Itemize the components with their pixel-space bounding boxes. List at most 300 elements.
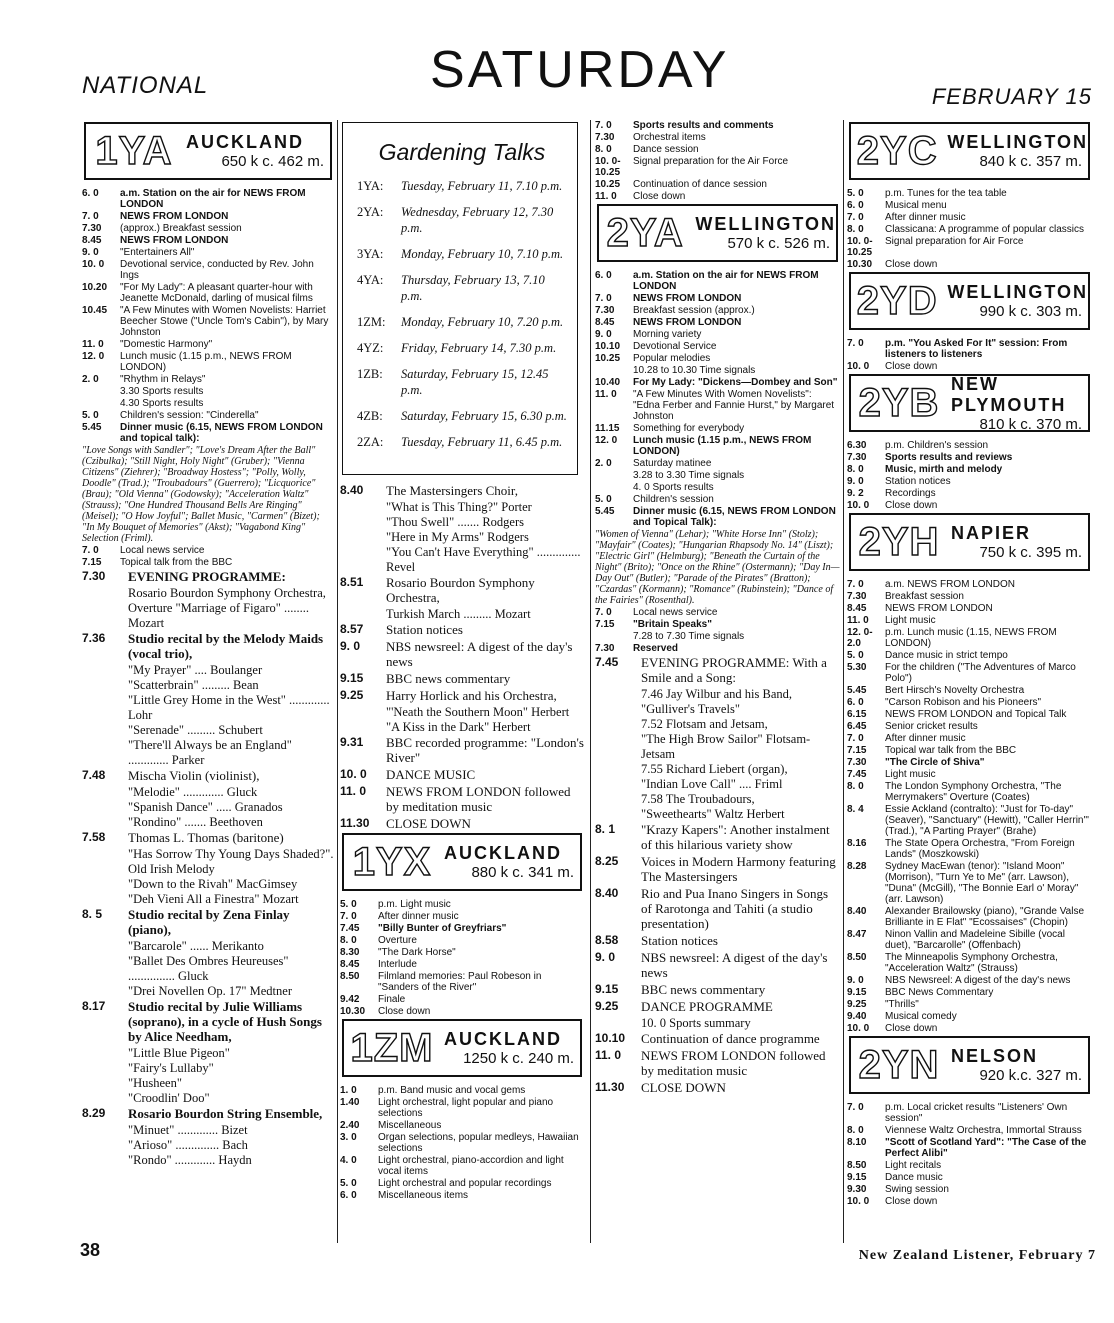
schedule-time: 2. 0	[595, 458, 612, 469]
schedule-row	[595, 305, 840, 316]
schedule-row	[847, 975, 1092, 986]
programme-time: 9.15	[340, 671, 364, 685]
schedule-item: "Rhythm in Relays"	[120, 374, 206, 385]
schedule-time: 9.42	[340, 994, 360, 1005]
schedule-item: Breakfast session	[885, 591, 964, 602]
schedule-time: 7.30	[595, 305, 615, 316]
schedule-item: Light recitals	[885, 1160, 942, 1171]
schedule-item: Overture	[378, 935, 417, 946]
programme-detail: "Deh Vieni All a Finestra" Mozart	[128, 892, 299, 906]
schedule-row	[595, 435, 840, 457]
schedule-time: 6.30	[847, 440, 867, 451]
programme-row	[595, 982, 840, 997]
schedule-item: Children's session: "Cinderella"	[120, 410, 259, 421]
schedule-time	[595, 365, 633, 376]
programme-detail: "Melodie" ............. Gluck	[128, 785, 258, 799]
schedule-row	[847, 929, 1092, 951]
schedule-time: 10.10	[595, 341, 621, 352]
programme-detail: "Thou Swell" ....... Rodgers	[386, 515, 524, 529]
station-frequency: 920 k.c. 327 m.	[979, 1067, 1082, 1084]
schedule-row	[595, 144, 840, 155]
schedule-item: "The Circle of Shiva"	[885, 757, 985, 768]
page-number: 38	[80, 1240, 101, 1260]
schedule-item: The Minneapolis Symphony Orchestra, "Acceleration Waltz" (Strauss)	[885, 952, 1058, 974]
schedule-row	[847, 1125, 1092, 1136]
station-info	[182, 124, 330, 178]
schedule-row	[847, 650, 1092, 661]
station-callsign: 2YC	[856, 128, 938, 173]
schedule-time: 7. 0	[595, 293, 612, 304]
programme-detail: "Little Blue Pigeon"	[128, 1046, 230, 1060]
schedule-item: Organ selections, popular medleys, Hawaiian selections	[378, 1132, 579, 1154]
schedule-time: 12. 0-2.0	[847, 627, 873, 649]
programme-row	[340, 671, 584, 686]
schedule-time: 7. 0	[847, 1102, 864, 1113]
schedule-time: 8.30	[340, 947, 360, 958]
schedule-time: 7. 0	[595, 607, 612, 618]
schedule-item: Miscellaneous	[378, 1120, 442, 1131]
schedule-time: 8.45	[82, 235, 102, 246]
publication-footer: New Zealand Listener, February 7	[858, 1248, 1096, 1263]
schedule-row	[595, 423, 840, 434]
schedule-row	[847, 224, 1092, 235]
station-banner-2ya	[597, 204, 838, 262]
schedule-row	[82, 282, 334, 304]
schedule-item: After dinner music	[885, 733, 966, 744]
schedule-item: NEWS FROM LONDON	[885, 603, 993, 614]
schedule-time: 2.40	[340, 1120, 360, 1131]
schedule-time	[82, 386, 120, 397]
schedule-time: 10.20	[82, 282, 108, 293]
programme-item: DANCE PROGRAMME	[641, 999, 773, 1014]
station-info	[947, 373, 1088, 433]
schedule-time: 3. 0	[340, 1132, 357, 1143]
schedule-item: p.m. Light music	[378, 899, 451, 910]
gardening-time: Thursday, February 13, 7.10 p.m.	[401, 273, 545, 303]
schedule-item: Filmland memories: Paul Robeson in "Sanders of the River"	[378, 971, 542, 993]
station-frequency: 990 k c. 303 m.	[979, 303, 1082, 320]
programme-row	[595, 886, 840, 931]
column-divider	[843, 120, 844, 1243]
schedule-item: NEWS FROM LONDON	[120, 211, 229, 222]
schedule-time: 10.25	[595, 353, 621, 364]
schedule-row	[847, 579, 1092, 590]
programme-detail: "My Prayer" .... Boulanger	[128, 663, 263, 677]
programme-time: 8.17	[82, 999, 106, 1013]
station-callsign: 1YX	[352, 839, 432, 884]
schedule-row	[82, 211, 334, 222]
station-city: AUCKLAND	[186, 132, 304, 152]
schedule-item: Close down	[885, 1196, 938, 1207]
schedule-row	[595, 191, 840, 202]
schedule-time: 5.45	[847, 685, 867, 696]
schedule-row	[82, 235, 334, 246]
station-info	[691, 206, 836, 260]
schedule-time: 7. 0	[847, 733, 864, 744]
station-frequency: 880 k c. 341 m.	[471, 864, 574, 881]
gardening-talk-item	[357, 340, 567, 356]
schedule-row	[847, 999, 1092, 1010]
schedule-time: 8. 0	[847, 224, 864, 235]
page-date: FEBRUARY 15	[931, 84, 1092, 109]
programme-time: 8. 5	[82, 907, 103, 921]
schedule-item: Interlude	[378, 959, 417, 970]
schedule-time	[595, 631, 633, 642]
schedule-time: 8. 0	[340, 935, 357, 946]
programme-detail: Turkish March ......... Mozart	[386, 607, 531, 621]
schedule-row	[595, 389, 840, 422]
programme-item: BBC news commentary	[386, 671, 511, 686]
schedule-item: For the children ("The Adventures of Marco Polo")	[885, 662, 1076, 684]
schedule-row	[82, 188, 334, 210]
schedule-row	[847, 697, 1092, 708]
schedule-row	[82, 557, 334, 568]
schedule-item: "Entertainers All"	[120, 247, 195, 258]
schedule-item: Topical war talk from the BBC	[885, 745, 1017, 756]
schedule-time: 8.10	[847, 1137, 867, 1148]
programme-row	[82, 830, 334, 845]
schedule-item: Classicana: A programme of popular classics	[885, 224, 1084, 235]
schedule-time: 9.15	[847, 1172, 867, 1183]
schedule-item: The State Opera Orchestra, "From Foreign Lands" (Moszkowski)	[885, 838, 1075, 860]
schedule-time: 7. 0	[82, 545, 99, 556]
programme-time: 7.36	[82, 631, 106, 645]
schedule-item: p.m. "You Asked For It" session: From listeners to listeners	[885, 338, 1068, 360]
programme-item: NBS newsreel: A digest of the day's news	[641, 950, 828, 980]
schedule-item: Musical menu	[885, 200, 947, 211]
schedule-row	[847, 781, 1092, 803]
schedule-row	[847, 338, 1092, 360]
programme-item: The Mastersingers Choir,	[386, 483, 518, 498]
gardening-station: 2YA:	[357, 205, 384, 219]
schedule-item: Saturday matinee	[633, 458, 712, 469]
gardening-station: 4ZB:	[357, 409, 383, 423]
schedule-row	[595, 341, 840, 352]
station-frequency: 810 k c. 370 m.	[979, 415, 1082, 433]
schedule-row	[595, 643, 840, 654]
schedule-row	[847, 615, 1092, 626]
station-callsign: 2YH	[858, 519, 940, 564]
schedule-row	[340, 947, 584, 958]
schedule-time: 7.15	[595, 619, 615, 630]
schedule-item: 3.30 Sports results	[120, 386, 204, 397]
schedule-row	[847, 1023, 1092, 1034]
station-frequency: 750 k c. 395 m.	[979, 544, 1082, 561]
schedule-row	[847, 1011, 1092, 1022]
gardening-station: 4YZ:	[357, 341, 384, 355]
schedule-row	[847, 464, 1092, 475]
schedule-row	[847, 259, 1092, 270]
schedule-time: 8. 0	[595, 144, 612, 155]
gardening-talk-item	[357, 408, 567, 424]
programme-row	[82, 768, 334, 783]
schedule-time: 6. 0	[847, 200, 864, 211]
schedule-item: Sports results and reviews	[885, 452, 1013, 463]
programme-item: NEWS FROM LONDON followed by meditation music	[386, 784, 571, 814]
schedule-item: "Britain Speaks"	[633, 619, 712, 630]
schedule-row	[340, 1155, 584, 1177]
schedule-item: Topical talk from the BBC	[120, 557, 233, 568]
schedule-time: 10. 0	[847, 1196, 870, 1207]
dinner-music-list: "Love Songs with Sandler"; "Love's Dream After the Ball" (Czibulka); "Still Night, Holy Night" (Gruber); "Vienna Citizens" (Ziehrer); "Broadway Hostess"; "Polly, Wolly, Doodle" (Trad.); "Troubadours" (Guerrero); "Licquorice" (Brau); "Old Vienna" (Godowsky); "Acceleration Waltz" (Strauss); "One Hundred Thousand Bells Are Ringing" (Meisel); "O How Joyful"; Ballet Music, "Carmen" (Bizet); "In My Bouquet of Memories" (Akst); "Vagabond King" Selection (Friml).	[82, 445, 320, 544]
station-frequency: 650 k c. 462 m.	[221, 153, 324, 170]
schedule-item: Close down	[885, 500, 938, 511]
schedule-time: 7.15	[82, 557, 102, 568]
schedule-time: 5.30	[847, 662, 867, 673]
column-divider	[590, 120, 591, 1243]
schedule-item: Sydney MacEwan (tenor): "Island Moon" (Morrison), "Turn Ye to Me" (arr. Lawson), "Duna" (McGill), "The Bonnie Earl o' Moray" (arr. Lawson)	[885, 861, 1079, 905]
programme-time: 7.30	[82, 569, 106, 583]
schedule-time: 9. 0	[847, 975, 864, 986]
schedule-time: 9. 2	[847, 488, 864, 499]
schedule-item: Bert Hirsch's Novelty Orchestra	[885, 685, 1025, 696]
schedule-row	[847, 591, 1092, 602]
schedule-time: 7. 0	[847, 579, 864, 590]
schedule-time: 5.45	[595, 506, 615, 517]
programme-time: 9.25	[595, 999, 619, 1013]
schedule-item: NEWS FROM LONDON	[633, 317, 742, 328]
programme-row	[82, 631, 334, 661]
schedule-time: 10. 0-10.25	[847, 236, 873, 258]
schedule-row	[847, 1172, 1092, 1183]
schedule-item: After dinner music	[378, 911, 459, 922]
schedule-time: 6. 0	[82, 188, 99, 199]
programme-detail: Rosario Bourdon Symphony Orchestra,	[128, 586, 326, 600]
schedule-item: Light orchestral, piano-accordion and light vocal items	[378, 1155, 564, 1177]
schedule-item: Station notices	[885, 476, 951, 487]
programme-detail: 7.58 The Troubadours,	[641, 792, 755, 806]
programme-item: Mischa Violin (violinist),	[128, 768, 260, 783]
schedule-item: 3.28 to 3.30 Time signals	[633, 470, 745, 481]
programme-detail: 7.46 Jay Wilbur and his Band,	[641, 687, 792, 701]
schedule-row	[340, 911, 584, 922]
schedule-item: BBC News Commentary	[885, 987, 994, 998]
programme-time: 7.45	[595, 655, 619, 669]
programme-row	[595, 933, 840, 948]
schedule-time: 7.30	[847, 452, 867, 463]
schedule-row	[595, 120, 840, 131]
schedule-item: Ninon Vallin and Madeleine Sibille (vocal duet), "Barcarolle" (Offenbach)	[885, 929, 1065, 951]
schedule-item: Local news service	[120, 545, 205, 556]
programme-item: EVENING PROGRAMME:	[128, 569, 286, 584]
schedule-row	[847, 952, 1092, 974]
schedule-row	[340, 1190, 584, 1201]
schedule-row	[847, 906, 1092, 928]
schedule-item: Miscellaneous items	[378, 1190, 469, 1201]
station-banner-2yh	[849, 513, 1090, 571]
schedule-time: 1. 0	[340, 1085, 357, 1096]
programme-detail: "Scatterbrain" ......... Bean	[128, 678, 259, 692]
programme-item: Rosario Bourdon Symphony Orchestra,	[386, 575, 535, 605]
programme-item: Rosario Bourdon String Ensemble,	[128, 1106, 323, 1121]
programme-time: 8.51	[340, 575, 364, 589]
schedule-row	[847, 236, 1092, 258]
station-callsign: 2YA	[606, 210, 684, 255]
gardening-talks-box	[342, 122, 578, 475]
station-banner-1yx	[342, 833, 582, 891]
schedule-time: 9. 0	[595, 329, 612, 340]
schedule-row	[340, 923, 584, 934]
programme-time: 9.25	[340, 688, 364, 702]
schedule-row	[847, 361, 1092, 372]
programme-time: 9. 0	[595, 950, 616, 964]
schedule-item: Devotional Service	[633, 341, 717, 352]
programme-detail: 7.55 Richard Liebert (organ),	[641, 762, 788, 776]
programme-item: BBC news commentary	[641, 982, 766, 997]
gardening-station: 3YA:	[357, 247, 384, 261]
schedule-item: Lunch music (1.15 p.m., NEWS FROM LONDON)	[120, 351, 292, 373]
schedule-item: NEWS FROM LONDON	[120, 235, 229, 246]
schedule-row	[847, 488, 1092, 499]
programme-row	[82, 569, 334, 584]
schedule-row	[340, 1085, 584, 1096]
schedule-item: (approx.) Breakfast session	[120, 223, 242, 234]
schedule-item: NEWS FROM LONDON and Topical Talk	[885, 709, 1067, 720]
schedule-row	[847, 662, 1092, 684]
schedule-item: Close down	[885, 1023, 938, 1034]
schedule-row	[847, 500, 1092, 511]
programme-detail: "Down to the Rivah" MacGimsey	[128, 877, 298, 891]
schedule-time: 12. 0	[82, 351, 105, 362]
station-banner-2yb	[849, 374, 1090, 432]
schedule-time: 10.25	[595, 179, 621, 190]
schedule-item: 10.28 to 10.30 Time signals	[633, 365, 756, 376]
schedule-time: 7.30	[595, 132, 615, 143]
gardening-talk-item	[357, 204, 567, 236]
programme-time: 7.58	[82, 830, 106, 844]
programme-detail: "Croodlin' Doo"	[128, 1091, 210, 1105]
schedule-item: 4. 0 Sports results	[633, 482, 714, 493]
programme-row	[82, 1106, 334, 1121]
schedule-item: The London Symphony Orchestra, "The Merrymakers" Overture (Coates)	[885, 781, 1062, 803]
schedule-row	[82, 259, 334, 281]
programme-time: 8.29	[82, 1106, 106, 1120]
schedule-item: Musical comedy	[885, 1011, 957, 1022]
programme-detail: 10. 0 Sports summary	[641, 1016, 751, 1030]
schedule-row	[82, 398, 334, 409]
schedule-item: Signal preparation for Air Force	[885, 236, 1024, 247]
schedule-item: "The Dark Horse"	[378, 947, 456, 958]
schedule-item: Dance music in strict tempo	[885, 650, 1008, 661]
schedule-row	[847, 709, 1092, 720]
schedule-row	[595, 506, 840, 528]
gardening-station: 4YA:	[357, 273, 384, 287]
station-info	[943, 124, 1088, 178]
programme-item: EVENING PROGRAMME: With a Smile and a Song:	[641, 655, 827, 685]
programme-item: NEWS FROM LONDON followed by meditation music	[641, 1048, 826, 1078]
schedule-item: After dinner music	[885, 212, 966, 223]
station-banner-2yc	[849, 122, 1090, 180]
programme-row	[595, 950, 840, 980]
programme-detail: "Husheen"	[128, 1076, 182, 1090]
programme-time: 9.31	[340, 735, 364, 749]
station-city: WELLINGTON	[947, 282, 1088, 302]
schedule-row	[595, 470, 840, 481]
schedule-time: 6.45	[847, 721, 867, 732]
schedule-time: 7.30	[82, 223, 102, 234]
schedule-time: 8.47	[847, 929, 867, 940]
schedule-time: 12. 0	[595, 435, 618, 446]
programme-detail: "Indian Love Call" .... Friml	[641, 777, 783, 791]
gardening-time: Tuesday, February 11, 6.45 p.m.	[401, 435, 563, 449]
schedule-row	[847, 769, 1092, 780]
schedule-time: 8.45	[340, 959, 360, 970]
schedule-item: Viennese Waltz Orchestra, Immortal Strauss	[885, 1125, 1082, 1136]
programme-item: "Krazy Kapers": Another instalment of this hilarious variety show	[641, 822, 830, 852]
schedule-item: Reserved	[633, 643, 679, 654]
station-info	[440, 1021, 580, 1075]
gardening-time: Tuesday, February 11, 7.10 p.m.	[401, 179, 563, 193]
schedule-row	[595, 353, 840, 364]
schedule-time: 7. 0	[847, 212, 864, 223]
station-callsign: 2YB	[858, 380, 940, 425]
schedule-row	[847, 861, 1092, 905]
schedule-time: 10. 0	[82, 259, 105, 270]
schedule-item: Light orchestral, light popular and piano selections	[378, 1097, 554, 1119]
schedule-row	[595, 365, 840, 376]
programme-time: 8. 1	[595, 822, 616, 836]
station-info	[440, 835, 580, 889]
schedule-row	[340, 899, 584, 910]
schedule-row	[340, 1132, 584, 1154]
programme-time: 7.48	[82, 768, 106, 782]
schedule-row	[595, 607, 840, 618]
schedule-time: 11. 0	[82, 339, 104, 350]
gardening-talk-item	[357, 434, 567, 450]
gardening-talk-item	[357, 314, 567, 330]
station-banner-2yd	[849, 272, 1090, 330]
gardening-station: 1ZM:	[357, 315, 386, 329]
schedule-row	[847, 1196, 1092, 1207]
schedule-item: 7.28 to 7.30 Time signals	[633, 631, 745, 642]
schedule-item: p.m. Children's session	[885, 440, 989, 451]
schedule-time: 5. 0	[340, 899, 357, 910]
programme-row	[595, 822, 840, 852]
schedule-row	[847, 721, 1092, 732]
programme-detail: "Spanish Dance" ..... Granados	[128, 800, 283, 814]
schedule-item: "Carson Robison and his Pioneers"	[885, 697, 1042, 708]
programme-detail: "There'll Always be an England" ............. Parker	[128, 738, 292, 767]
programme-detail: Overture "Marriage of Figaro" ........ Mozart	[128, 601, 309, 630]
programme-row	[340, 688, 584, 703]
schedule-item: "Domestic Harmony"	[120, 339, 213, 350]
schedule-row	[340, 971, 584, 993]
schedule-time: 11. 0	[595, 191, 617, 202]
schedule-time: 5. 0	[595, 494, 612, 505]
schedule-row	[595, 132, 840, 143]
schedule-time: 8.28	[847, 861, 867, 872]
programme-row	[340, 575, 584, 605]
schedule-row	[847, 627, 1092, 649]
schedule-item: Something for everybody	[633, 423, 745, 434]
schedule-row	[82, 374, 334, 385]
programme-detail: "'Neath the Southern Moon" Herbert	[386, 705, 570, 719]
schedule-time: 5. 0	[847, 650, 864, 661]
schedule-row	[847, 1160, 1092, 1171]
schedule-item: a.m. Station on the air for NEWS FROM LONDON	[120, 188, 306, 210]
schedule-time	[82, 398, 120, 409]
schedule-row	[82, 410, 334, 421]
programme-row	[595, 1031, 840, 1046]
schedule-item: Sports results and comments	[633, 120, 774, 131]
programme-time: 11.30	[340, 816, 370, 830]
schedule-item: Lunch music (1.15 p.m., NEWS FROM LONDON)	[633, 435, 812, 457]
station-city: AUCKLAND	[444, 1029, 562, 1049]
gardening-station: 1ZB:	[357, 367, 383, 381]
schedule-item: NEWS FROM LONDON	[633, 293, 742, 304]
schedule-row	[82, 339, 334, 350]
programme-item: Continuation of dance programme	[641, 1031, 820, 1046]
